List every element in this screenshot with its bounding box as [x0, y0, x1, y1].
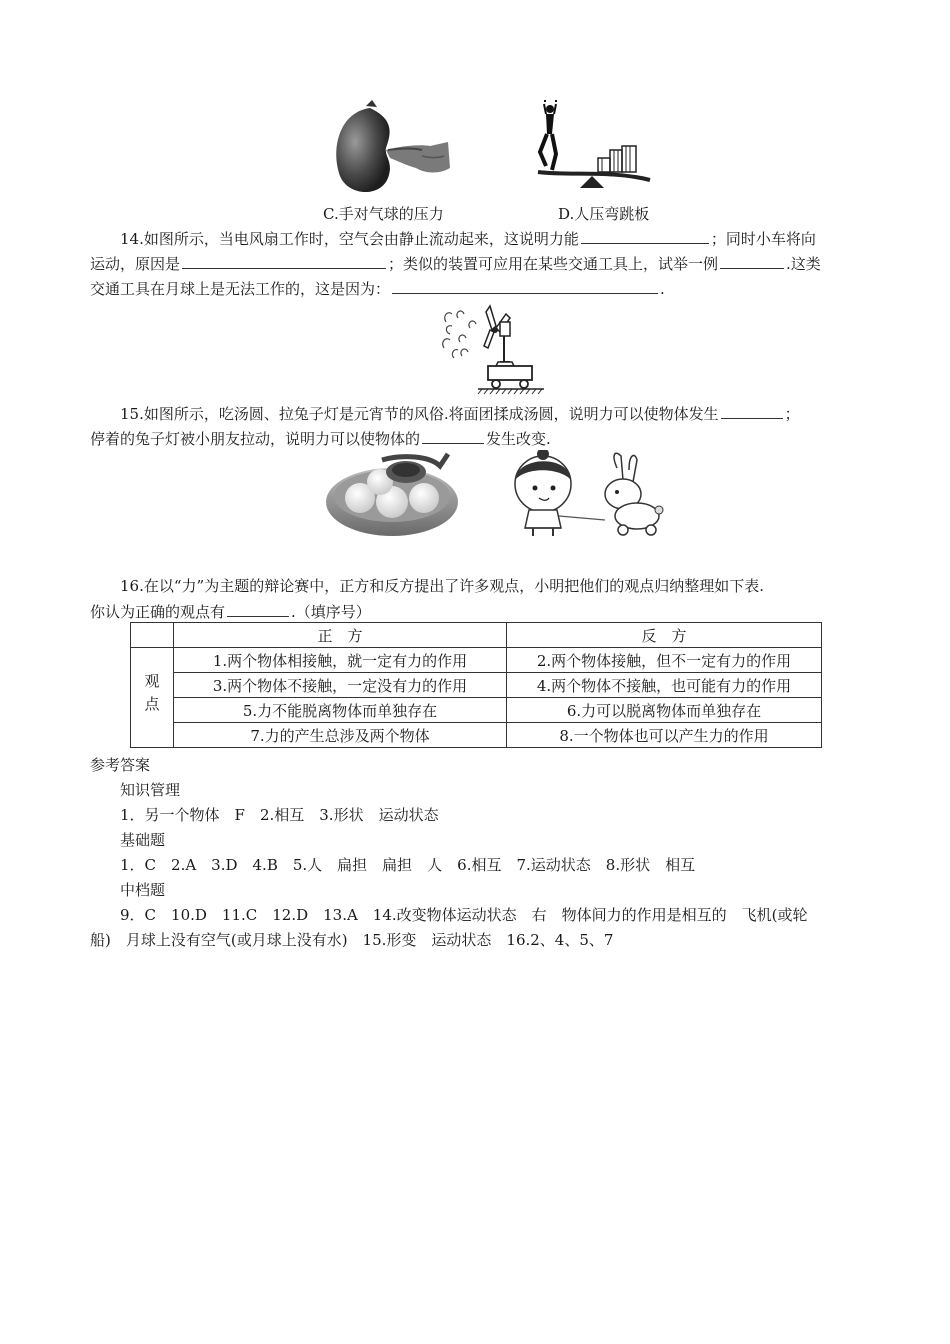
caption-d: D.人压弯跳板	[558, 205, 650, 223]
q14-line3: 交通工具在月球上是无法工作的，这是因为： .	[90, 276, 860, 301]
answers-s3-text1: 9．C 10.D 11.C 12.D 13.A 14.改变物体运动状态 右 物体间力的作用是相互的 飞机(或轮	[120, 906, 808, 924]
answers-s3-title: 中档题	[120, 881, 166, 899]
answers-title: 参考答案	[90, 756, 151, 774]
cell-con: 4.两个物体不接触，也可能有力的作用	[507, 673, 822, 698]
q14-line2: 运动，原因是 ；类似的装置可应用在某些交通工具上，试举一例 .这类	[90, 251, 860, 276]
table-row	[131, 723, 822, 748]
q15-line2: 停着的兔子灯被小朋友拉动，说明力可以使物体的 发生改变.	[90, 426, 860, 451]
table-row	[131, 648, 822, 673]
answers-s1-title: 知识管理	[120, 781, 181, 799]
answers-s2-title: 基础题	[120, 831, 166, 849]
q14-blank-3[interactable]	[720, 251, 784, 269]
q15-blank-1[interactable]	[721, 401, 783, 419]
q14-blank-4[interactable]	[392, 276, 658, 294]
table-corner	[131, 623, 174, 648]
q15-line1: 15.如图所示，吃汤圆、拉兔子灯是元宵节的风俗.将面团揉成汤圆，说明力可以使物体发生 ；	[120, 401, 860, 426]
answers-s1-text: 1．另一个物体 F 2.相互 3.形状 运动状态	[120, 806, 439, 824]
figure-tangyuan	[322, 450, 462, 538]
cell-con: 6.力可以脱离物体而单独存在	[507, 698, 822, 723]
cell-con: 8.一个物体也可以产生力的作用	[507, 723, 822, 748]
header-con: 反 方	[507, 623, 822, 648]
cell-con: 2.两个物体接触，但不一定有力的作用	[507, 648, 822, 673]
figure-springboard	[530, 100, 655, 195]
q15-blank-2[interactable]	[422, 426, 484, 444]
figure-fan-car	[440, 300, 545, 395]
table-row	[131, 698, 822, 723]
cell-pro: 1.两个物体相接触，就一定有力的作用	[174, 648, 507, 673]
cell-pro: 3.两个物体不接触，一定没有力的作用	[174, 673, 507, 698]
q16-line2: 你认为正确的观点有 .（填序号）	[90, 599, 860, 624]
cell-pro: 5.力不能脱离物体而单独存在	[174, 698, 507, 723]
q14-blank-1[interactable]	[581, 226, 709, 244]
row-label: 观点	[131, 648, 174, 748]
table-row	[131, 673, 822, 698]
q14-line1: 14.如图所示，当电风扇工作时，空气会由静止流动起来，这说明力能 ；同时小车将向	[120, 226, 860, 251]
answers-s3-text2: 船) 月球上没有空气(或月球上没有水) 15.形变 运动状态 16.2、4、5、7	[90, 931, 614, 949]
q14-blank-2[interactable]	[182, 251, 386, 269]
q16-line1: 16.在以“力”为主题的辩论赛中，正方和反方提出了许多观点，小明把他们的观点归纳整理如下表.	[120, 577, 764, 595]
viewpoints-table	[130, 622, 822, 748]
table-header-row	[131, 623, 822, 648]
figure-balloon-hand	[330, 98, 455, 198]
q16-blank-1[interactable]	[227, 599, 289, 617]
figure-rabbit-lantern	[505, 450, 670, 538]
cell-pro: 7.力的产生总涉及两个物体	[174, 723, 507, 748]
answers-s2-text: 1．C 2.A 3.D 4.B 5.人 扁担 扁担 人 6.相互 7.运动状态 8.形状 相互	[120, 856, 696, 874]
header-pro: 正 方	[174, 623, 507, 648]
caption-c: C.手对气球的压力	[323, 205, 444, 223]
